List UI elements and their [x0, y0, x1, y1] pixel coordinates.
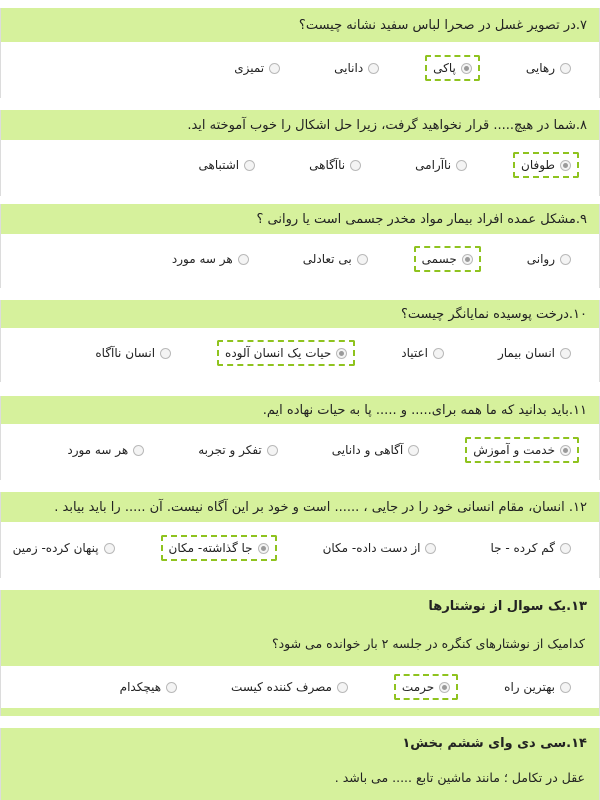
option-label: روانی — [526, 252, 555, 266]
answer-option[interactable] — [326, 55, 387, 81]
question-card-10 — [0, 300, 600, 382]
option-label: پنهان کرده- زمین — [12, 541, 99, 555]
radio-button[interactable] — [238, 254, 249, 265]
answer-option[interactable] — [394, 674, 458, 700]
radio-button[interactable] — [357, 254, 368, 265]
answer-option[interactable] — [393, 340, 452, 366]
option-label: اشتباهی — [198, 158, 240, 172]
radio-button[interactable] — [160, 348, 171, 359]
radio-button[interactable] — [267, 445, 278, 456]
question-subtitle: کدامیک از نوشتارهای کنگره در جلسه ۲ بار خوانده می شود؟ — [271, 636, 585, 651]
answer-option[interactable] — [217, 340, 355, 366]
option-label: آگاهی و دانایی — [331, 443, 404, 457]
options-group — [1, 42, 599, 94]
answer-option[interactable] — [190, 437, 286, 463]
question-card-13 — [0, 590, 600, 716]
options-group — [1, 424, 599, 476]
radio-button[interactable] — [408, 445, 419, 456]
radio-button[interactable] — [350, 160, 361, 171]
answer-option[interactable] — [190, 152, 263, 178]
option-label: بهترین راه — [504, 680, 555, 694]
radio-button[interactable] — [133, 445, 144, 456]
options-group — [1, 328, 599, 378]
radio-button[interactable] — [368, 63, 379, 74]
answer-option[interactable] — [226, 55, 288, 81]
question-title: ۱۲. انسان، مقام انسانی خود را در جایی ، ...... است و خود بر این آگاه نیست. آن ..... را باید بیابد . — [1, 492, 599, 522]
radio-button[interactable] — [456, 160, 467, 171]
answer-option[interactable] — [465, 437, 579, 463]
question-card-11 — [0, 396, 600, 480]
option-label: پاکی — [433, 61, 456, 75]
option-label: خدمت و آموزش — [473, 443, 555, 457]
radio-button[interactable] — [166, 682, 177, 693]
options-group — [1, 234, 599, 284]
answer-option[interactable] — [112, 674, 185, 700]
option-label: تمیزی — [234, 61, 265, 75]
option-label: هر سه مورد — [67, 443, 129, 457]
radio-button[interactable] — [560, 160, 571, 171]
question-title: ۱۰.درخت پوسیده نمایانگر چیست؟ — [1, 300, 599, 328]
radio-button[interactable] — [244, 160, 255, 171]
question-title: ۸.شما در هیچ..... قرار نخواهید گرفت، زیرا حل اشکال را خوب آموخته اید. — [1, 110, 599, 140]
question-title: ۹.مشکل عمده افراد بیمار مواد مخدر جسمی است یا روانی ؟ — [1, 204, 599, 234]
question-card-7 — [0, 8, 600, 98]
question-title: ۱۴.سی دی وای ششم بخش۱ — [1, 728, 599, 758]
option-label: جسمی — [421, 252, 457, 266]
option-label: جا گذاشته- مکان — [168, 541, 253, 555]
radio-button[interactable] — [560, 254, 571, 265]
radio-button[interactable] — [425, 543, 436, 554]
answer-option[interactable] — [482, 535, 579, 561]
options-group — [1, 140, 599, 190]
option-label: هر سه مورد — [171, 252, 233, 266]
option-label: بی تعادلی — [302, 252, 352, 266]
question-card-14 — [0, 728, 600, 800]
question-title: ۱۳.یک سوال از نوشتارها — [1, 590, 599, 622]
question-card-12 — [0, 492, 600, 578]
option-label: حرمت — [401, 680, 435, 694]
radio-button[interactable] — [439, 682, 450, 693]
answer-option[interactable] — [295, 246, 376, 272]
radio-button[interactable] — [269, 63, 280, 74]
answer-option[interactable] — [518, 55, 579, 81]
radio-button[interactable] — [560, 348, 571, 359]
answer-option[interactable] — [513, 152, 579, 178]
options-group — [1, 666, 599, 708]
option-label: اعتیاد — [401, 346, 428, 360]
answer-option[interactable] — [161, 535, 277, 561]
option-label: از دست داده- مکان — [322, 541, 421, 555]
answer-option[interactable] — [407, 152, 475, 178]
option-label: انسان بیمار — [497, 346, 555, 360]
question-subtitle: عقل در تکامل ؛ مانند ماشین تابع ..... می باشد . — [334, 770, 585, 785]
question-title: ۷.در تصویر غسل در صحرا لباس سفید نشانه چیست؟ — [1, 8, 599, 42]
option-label: مصرف کننده کیست — [231, 680, 332, 694]
option-label: تفکر و تجربه — [198, 443, 262, 457]
option-label: حیات یک انسان آلوده — [225, 346, 332, 360]
answer-option[interactable] — [223, 674, 356, 700]
radio-button[interactable] — [337, 682, 348, 693]
options-group — [1, 522, 599, 574]
radio-button[interactable] — [560, 543, 571, 554]
option-label: ناآگاهی — [309, 158, 346, 172]
answer-option[interactable] — [425, 55, 480, 81]
answer-option[interactable] — [59, 437, 152, 463]
question-card-8 — [0, 110, 600, 196]
answer-option[interactable] — [414, 246, 481, 272]
answer-option[interactable] — [301, 152, 369, 178]
radio-button[interactable] — [560, 445, 571, 456]
answer-option[interactable] — [324, 437, 427, 463]
radio-button[interactable] — [461, 63, 472, 74]
answer-option[interactable] — [5, 535, 123, 561]
radio-button[interactable] — [462, 254, 473, 265]
option-label: گم کرده - جا — [490, 541, 555, 555]
answer-option[interactable] — [490, 340, 579, 366]
option-label: رهایی — [525, 61, 555, 75]
answer-option[interactable] — [315, 535, 445, 561]
answer-option[interactable] — [496, 674, 579, 700]
option-label: انسان ناآگاه — [95, 346, 156, 360]
radio-button[interactable] — [258, 543, 269, 554]
radio-button[interactable] — [104, 543, 115, 554]
radio-button[interactable] — [433, 348, 444, 359]
option-label: طوفان — [521, 158, 555, 172]
radio-button[interactable] — [560, 63, 571, 74]
radio-button[interactable] — [560, 682, 571, 693]
question-card-9 — [0, 204, 600, 288]
answer-option[interactable] — [87, 340, 179, 366]
question-title: ۱۱.باید بدانید که ما همه برای..... و ..... پا به حیات نهاده ایم. — [1, 396, 599, 424]
answer-option[interactable] — [164, 246, 257, 272]
option-label: دانایی — [334, 61, 364, 75]
radio-button[interactable] — [336, 348, 347, 359]
option-label: ناآرامی — [415, 158, 452, 172]
option-label: هیچکدام — [119, 680, 162, 694]
answer-option[interactable] — [519, 246, 579, 272]
